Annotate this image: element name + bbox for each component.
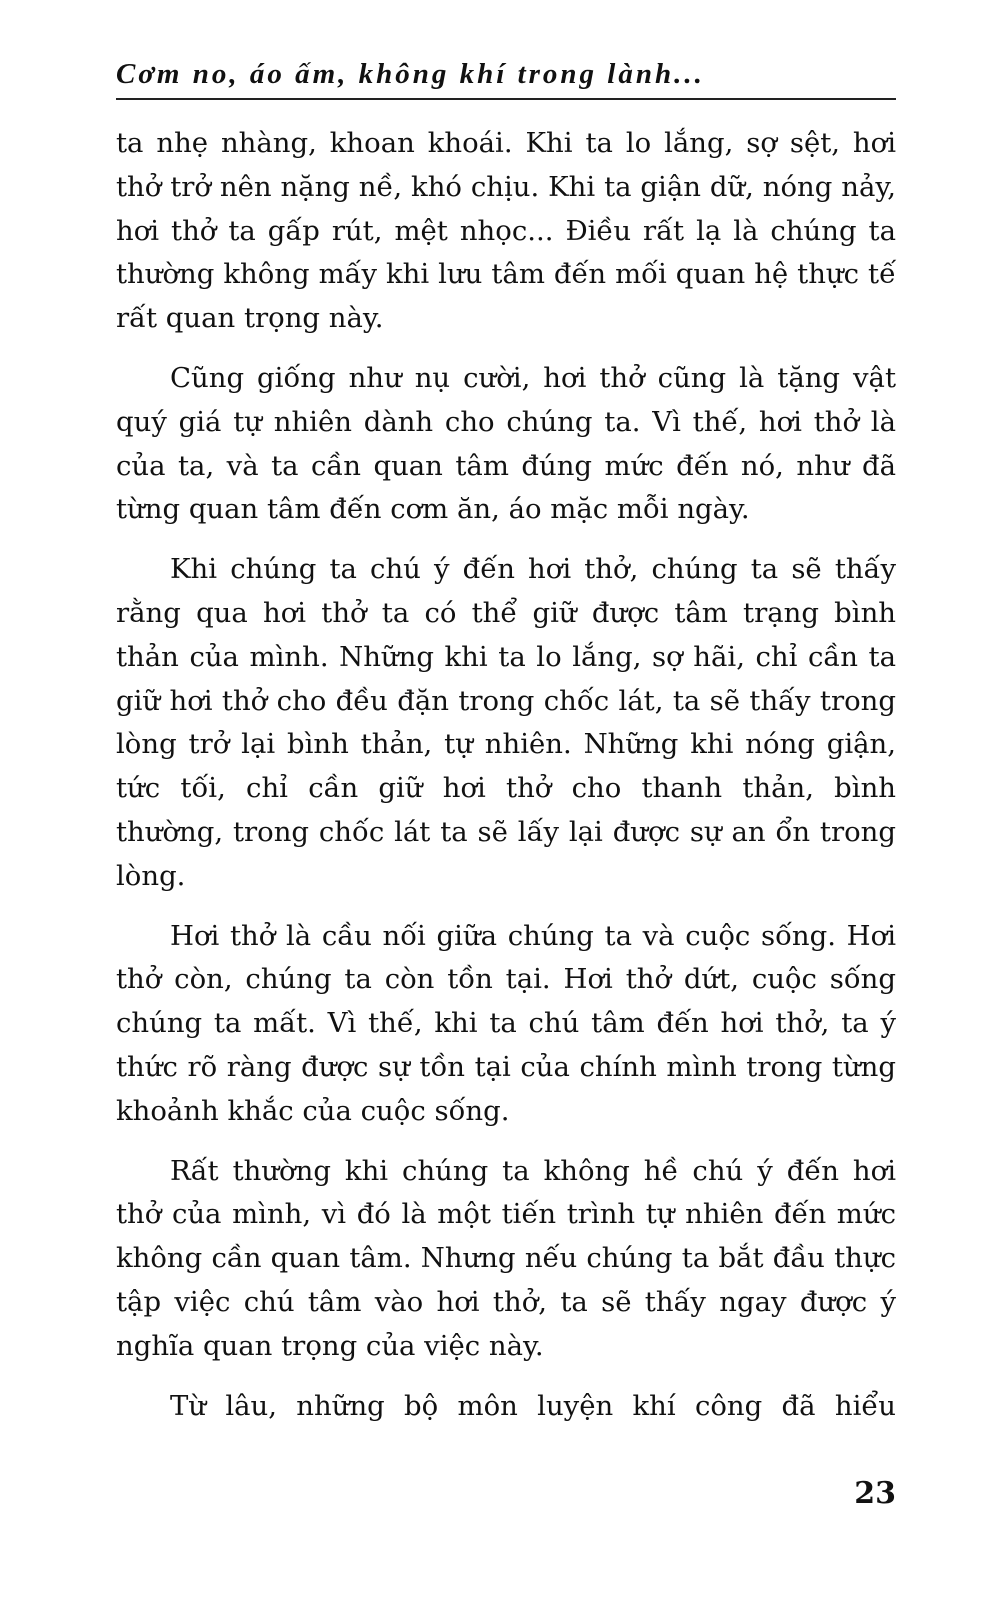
running-title: Cơm no, áo ấm, không khí trong lành...: [116, 58, 705, 90]
page-number: 23: [854, 1476, 896, 1511]
running-header: [116, 56, 896, 100]
paragraph-4: Hơi thở là cầu nối giữa chúng ta và cuộc sống. Hơi thở còn, chúng ta còn tồn tại. Hơi thở dứt, cuộc sống chúng ta mất. Vì thế, khi ta chú tâm đến hơi thở, ta ý thức rõ ràng được sự tồn tại của chính mình trong từng khoảnh khắc của cuộc sống.: [116, 919, 896, 1127]
paragraph-6: Từ lâu, những bộ môn luyện khí công đã hiểu: [170, 1389, 896, 1422]
paragraph-3: Khi chúng ta chú ý đến hơi thở, chúng ta sẽ thấy rằng qua hơi thở ta có thể giữ được tâm trạng bình thản của mình. Những khi ta lo lắng, sợ hãi, chỉ cần ta giữ hơi thở cho đều đặn trong chốc lát, ta sẽ thấy trong lòng trở lại bình thản, tự nhiên. Những khi nóng giận, tức tối, chỉ cần giữ hơi thở cho thanh thản, bình thường, trong chốc lát ta sẽ lấy lại được sự an ổn trong lòng.: [116, 553, 896, 892]
paragraph-2: Cũng giống như nụ cười, hơi thở cũng là tặng vật quý giá tự nhiên dành cho chúng ta. Vì thế, hơi thở là của ta, và ta cần quan tâm đúng mức đến nó, như đã từng quan tâm đến cơm ăn, áo mặc mỗi ngày.: [116, 361, 896, 526]
paragraph-5: Rất thường khi chúng ta không hề chú ý đến hơi thở của mình, vì đó là một tiến trình tự nhiên đến mức không cần quan tâm. Nhưng nếu chúng ta bắt đầu thực tập việc chú tâm vào hơi thở, ta sẽ thấy ngay được ý nghĩa quan trọng của việc này.: [116, 1154, 896, 1362]
paragraph-1: ta nhẹ nhàng, khoan khoái. Khi ta lo lắng, sợ sệt, hơi thở trở nên nặng nề, khó chịu. Khi ta giận dữ, nóng nảy, hơi thở ta gấp rút, mệt nhọc... Điều rất lạ là chúng ta thường không mấy khi lưu tâm đến mối quan hệ thực tế rất quan trọng này.: [116, 127, 896, 335]
body-text: [116, 122, 896, 1444]
